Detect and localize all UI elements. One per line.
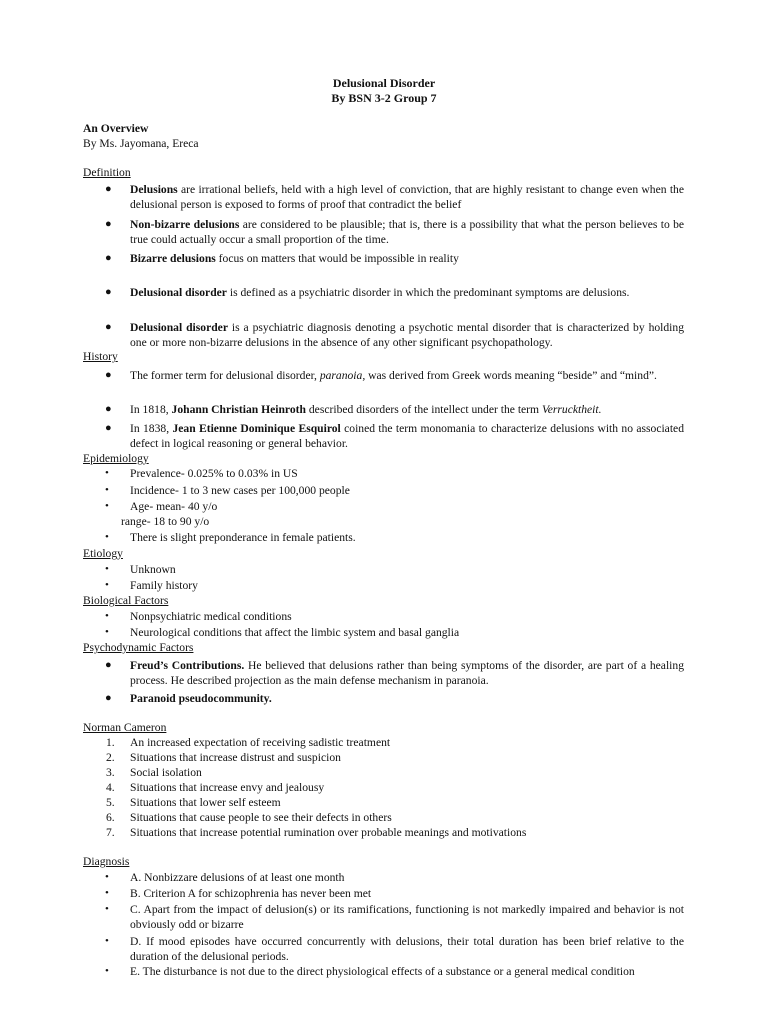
bullet-icon: ● — [105, 403, 112, 415]
cameron-item: 7. Situations that increase potential rumination over probable meanings and motivations — [106, 826, 527, 839]
list-number: 5. — [106, 796, 115, 809]
diagnosis-item: • B. Criterion A for schizophrenia has never been met — [105, 887, 372, 900]
term: Delusional disorder — [130, 321, 228, 334]
document-subtitle: By BSN 3-2 Group 7 — [331, 91, 437, 105]
bullet-icon: ● — [105, 321, 112, 333]
list-number: 1. — [106, 736, 115, 749]
history-text: In 1818, — [130, 403, 172, 416]
history-text: The former term for delusional disorder, — [130, 369, 320, 382]
definition-heading: Definition — [83, 166, 131, 179]
etiology-item: • Family history — [105, 579, 198, 592]
definition-item — [83, 217, 684, 247]
bullet-icon: • — [105, 935, 109, 947]
term: Delusions — [130, 183, 178, 196]
bullet-icon: • — [105, 610, 109, 622]
bullet-icon: • — [105, 484, 109, 496]
biological-item: • Nonpsychiatric medical conditions — [105, 610, 292, 623]
psychodynamic-heading: Psychodynamic Factors — [83, 641, 194, 654]
cameron-item: 6. Situations that cause people to see their defects in others — [106, 811, 392, 824]
list-number: 7. — [106, 826, 115, 839]
history-text: described disorders of the intellect under the term — [305, 403, 542, 416]
bullet-icon: ● — [105, 659, 112, 671]
list-number: 6. — [106, 811, 115, 824]
epidemiology-item: • Age- mean- 40 y/o — [105, 500, 218, 513]
history-item — [83, 368, 684, 383]
bullet-icon: • — [105, 579, 109, 591]
term: Delusional disorder — [130, 286, 227, 299]
history-term: Verrucktheit. — [541, 403, 602, 416]
diagnosis-item: • D. If mood episodes have occurred concurrently with delusions, their total duration has been brief relative to the duration of the delusional periods. — [105, 935, 684, 963]
epidemiology-item: • Incidence- 1 to 3 new cases per 100,000 people — [105, 484, 350, 497]
bullet-icon: • — [105, 626, 109, 638]
term-description: are irrational beliefs, held with a high level of conviction, that are highly resistant to change even when the delusional person is exposed to forms of proof that contradict the belief — [130, 183, 684, 211]
cameron-heading: Norman Cameron — [83, 721, 167, 734]
history-person: Johann Christian Heinroth — [171, 403, 306, 416]
bullet-icon: • — [105, 563, 109, 575]
bullet-icon: • — [105, 467, 109, 479]
age-range: range- 18 to 90 y/o — [121, 515, 210, 528]
bullet-icon: • — [105, 500, 109, 512]
term: Bizarre delusions — [130, 252, 216, 265]
term-description: is defined as a psychiatric disorder in which the predominant symptoms are delusions. — [226, 286, 630, 299]
bullet-icon: ● — [105, 369, 112, 381]
diagnosis-item: • E. The disturbance is not due to the direct physiological effects of a substance or a general medical condition — [105, 965, 635, 978]
term-description: is a psychiatric diagnosis denoting a psychotic mental disorder that is characterized by holding one or more non-bizarre delusions in the absence of any other significant psychopathology. — [130, 321, 684, 349]
document-title: Delusional Disorder — [332, 76, 436, 90]
bullet-icon: • — [105, 903, 109, 915]
term: Freud’s Contributions. — [130, 659, 245, 672]
history-text: In 1838, — [130, 422, 173, 435]
history-text: was derived from Greek words meaning “beside” and “mind”. — [365, 369, 657, 382]
biological-item: • Neurological conditions that affect the limbic system and basal ganglia — [105, 626, 460, 639]
history-item — [83, 402, 684, 417]
term-description: are considered to be plausible; that is, there is a possibility that what the person believes to be true could actually occur a small proportion of the time. — [130, 218, 685, 246]
epidemiology-heading: Epidemiology — [83, 452, 149, 465]
psychodynamic-item — [83, 658, 684, 688]
definition-item — [83, 182, 684, 212]
bullet-icon: • — [105, 871, 109, 883]
bullet-icon: • — [105, 965, 109, 977]
bullet-icon: ● — [105, 252, 112, 264]
diagnosis-item: • A. Nonbizzare delusions of at least one month — [105, 871, 345, 884]
diagnosis-item: • C. Apart from the impact of delusion(s) or its ramifications, functioning is not markedly impaired and behavior is not obviously odd or bizarre — [105, 903, 684, 931]
definition-item — [83, 320, 684, 350]
cameron-item: 2. Situations that increase distrust and suspicion — [106, 751, 341, 764]
definition-item — [83, 285, 684, 300]
epidemiology-item: • There is slight preponderance in female patients. — [105, 531, 356, 544]
history-heading: History — [83, 350, 118, 363]
list-number: 4. — [106, 781, 115, 794]
etiology-item: • Unknown — [105, 563, 176, 576]
bullet-icon: • — [105, 887, 109, 899]
epidemiology-item: • Prevalence- 0.025% to 0.03% in US — [105, 467, 298, 480]
history-term: paranoia, — [319, 369, 366, 382]
cameron-item: 1. An increased expectation of receiving sadistic treatment — [106, 736, 391, 749]
history-text: coined the term monomania to characterize delusions with no associated defect in logical reasoning or general behavior. — [130, 422, 684, 450]
cameron-item: 3. Social isolation — [106, 766, 202, 779]
term: Paranoid pseudocommunity. — [130, 692, 272, 705]
diagnosis-heading: Diagnosis — [83, 855, 130, 868]
bullet-icon: ● — [105, 422, 112, 434]
bullet-icon: ● — [105, 218, 112, 230]
history-item — [83, 421, 684, 451]
term-description: focus on matters that would be impossible in reality — [215, 252, 459, 265]
biological-heading: Biological Factors — [83, 594, 169, 607]
term-description: He believed that delusions rather than being symptoms of the disorder, are part of a healing process. He described projection as the main defense mechanism in paranoia. — [130, 659, 684, 687]
history-person: Jean Etienne Dominique Esquirol — [172, 422, 341, 435]
psychodynamic-item — [83, 691, 684, 706]
list-number: 2. — [106, 751, 115, 764]
bullet-icon: ● — [105, 286, 112, 298]
term: Non-bizarre delusions — [130, 218, 240, 231]
overview-heading: An Overview — [83, 122, 149, 135]
bullet-icon: ● — [105, 692, 112, 704]
etiology-heading: Etiology — [83, 547, 123, 560]
list-number: 3. — [106, 766, 115, 779]
cameron-item: 5. Situations that lower self esteem — [106, 796, 281, 809]
overview-author: By Ms. Jayomana, Ereca — [83, 137, 199, 150]
bullet-icon: ● — [105, 183, 112, 195]
definition-item — [83, 251, 684, 266]
cameron-item: 4. Situations that increase envy and jealousy — [106, 781, 325, 794]
bullet-icon: • — [105, 531, 109, 543]
